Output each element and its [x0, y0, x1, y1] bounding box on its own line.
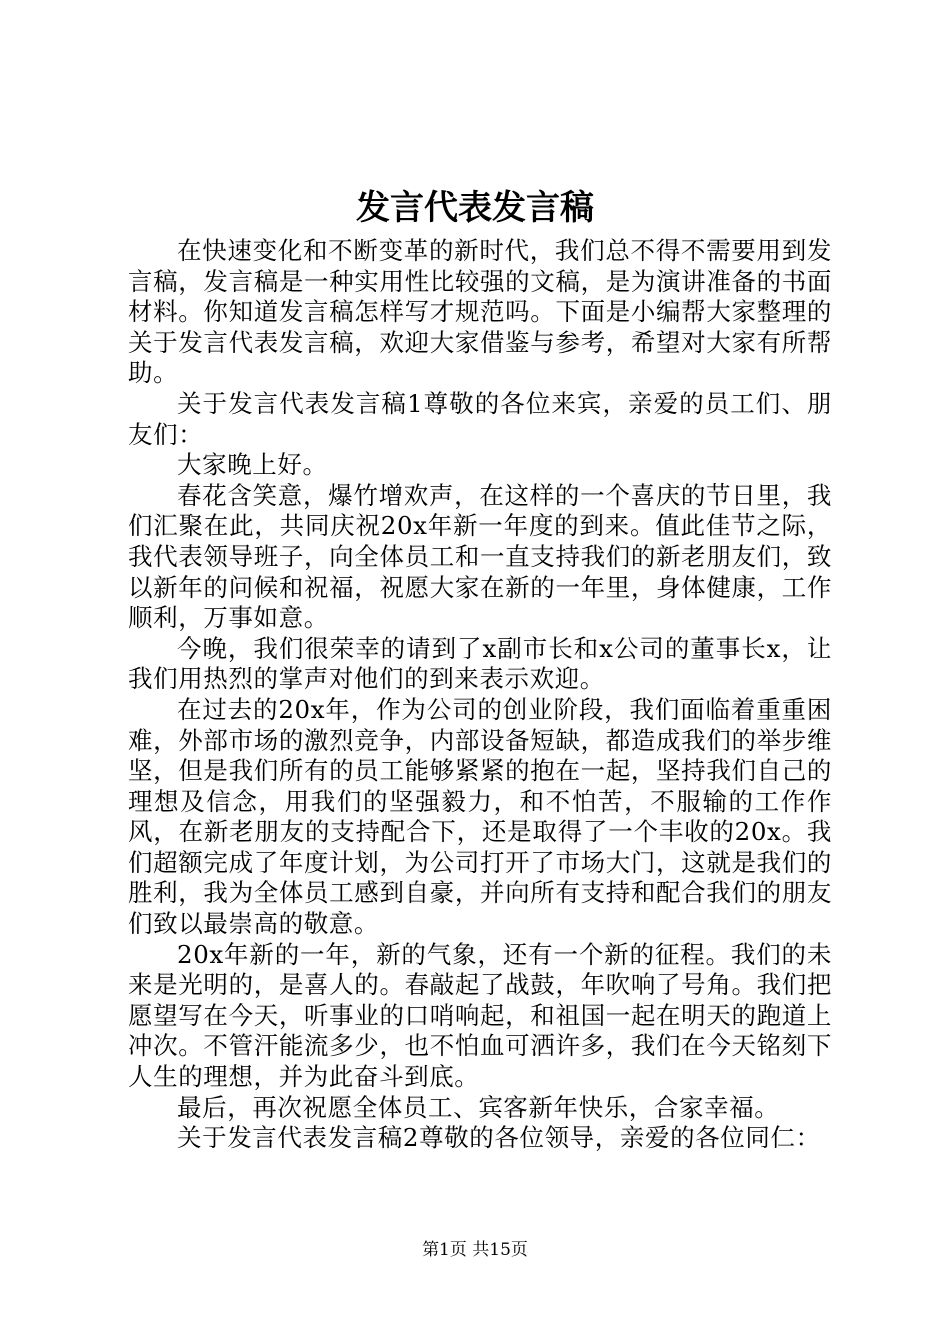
paragraph-speech-2-heading: 关于发言代表发言稿2尊敬的各位领导，亲爱的各位同仁： — [177, 1123, 821, 1153]
paragraph-past-year: 在过去的20x年，作为公司的创业阶段，我们面临着重重困难，外部市场的激烈竞争，内部设备短缺，都造成我们的举步维坚，但是我们所有的员工能够紧紧的抱在一起，坚持我们自己的理想及信念，用我们的坚强毅力，和不怕苦，不服输的工作作风，在新老朋友的支持配合下，还是取得了一个丰收的20x。我们超额完成了年度计划，为公司打开了市场大门，这就是我们的胜利，我为全体员工感到自豪，并向所有支持和配合我们的朋友们致以最崇高的敬意。 — [128, 694, 832, 939]
paragraph-intro: 在快速变化和不断变革的新时代，我们总不得不需要用到发言稿，发言稿是一种实用性比较强的文稿，是为演讲准备的书面材料。你知道发言稿怎样写才规范吗。下面是小编帮大家整理的关于发言代表发言稿，欢迎大家借鉴与参考，希望对大家有所帮助。 — [128, 236, 832, 388]
document-title: 发言代表发言稿 — [356, 188, 594, 228]
paragraph-guests: 今晚，我们很荣幸的请到了x副市长和x公司的董事长x，让我们用热烈的掌声对他们的到来表示欢迎。 — [128, 633, 832, 694]
page-number: 第1页 共15页 — [422, 1240, 528, 1260]
paragraph-new-year: 20x年新的一年，新的气象，还有一个新的征程。我们的未来是光明的，是喜人的。春敲起了战鼓，年吹响了号角。我们把愿望写在今天，听事业的口哨响起，和祖国一起在明天的跑道上冲次。不管汗能流多少，也不怕血可洒许多，我们在今天铭刻下人生的理想，并为此奋斗到底。 — [128, 939, 832, 1092]
paragraph-speech-1-heading: 关于发言代表发言稿1尊敬的各位来宾，亲爱的员工们、朋友们： — [128, 388, 832, 449]
paragraph-festival: 春花含笑意，爆竹增欢声，在这样的一个喜庆的节日里，我们汇聚在此，共同庆祝20x年新一年度的到来。值此佳节之际，我代表领导班子，向全体员工和一直支持我们的新老朋友们，致以新年的问候和祝福，祝愿大家在新的一年里，身体健康，工作顺利，万事如意。 — [128, 480, 832, 633]
paragraph-greeting: 大家晚上好。 — [177, 450, 328, 480]
paragraph-closing: 最后，再次祝愿全体员工、宾客新年快乐，合家幸福。 — [177, 1092, 780, 1122]
document-body — [128, 236, 832, 1154]
